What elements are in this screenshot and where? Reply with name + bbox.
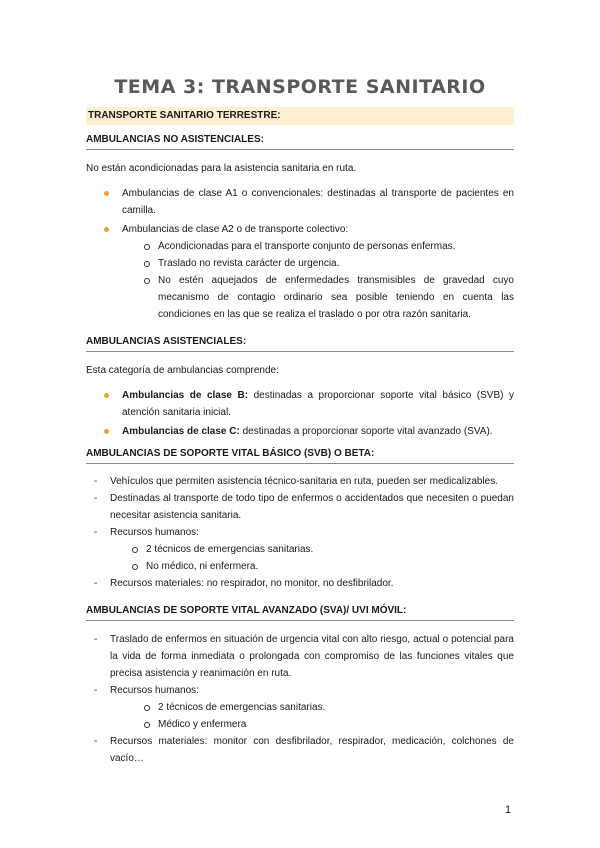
- circle-bullet-icon: [144, 278, 150, 284]
- list-asistenciales: [86, 387, 514, 440]
- list-item: - Recursos materiales: no respirador, no monitor, no desfibrilador.: [86, 575, 514, 592]
- bullet-icon: [104, 227, 109, 232]
- dash-marker: -: [94, 634, 98, 645]
- list-item: Ambulancias de clase C: destinadas a proporcionar soporte vital avanzado (SVA).: [86, 423, 514, 440]
- sub-list-item: No médico, ni enfermera.: [86, 558, 514, 575]
- list-item: - Recursos humanos:: [86, 524, 514, 541]
- bullet-icon: [104, 191, 109, 196]
- page-title: TEMA 3: TRANSPORTE SANITARIO: [114, 76, 486, 98]
- page-number: 1: [505, 804, 512, 816]
- list-item: Ambulancias de clase B: destinadas a proporcionar soporte vital básico (SVB) y atención sanitaria inicial.: [86, 387, 514, 421]
- heading-no-asistenciales: AMBULANCIAS NO ASISTENCIALES:: [86, 134, 514, 150]
- intro-no-asistenciales: No están acondicionadas para la asistencia sanitaria en ruta.: [86, 163, 357, 174]
- sub-list-item: Traslado no revista carácter de urgencia.: [86, 255, 514, 272]
- dash-marker: -: [94, 736, 98, 747]
- list-item: - Vehículos que permiten asistencia técnico-sanitaria en ruta, pueden ser medicalizables.: [86, 473, 514, 490]
- circle-bullet-icon: [144, 244, 150, 250]
- list-sva: [86, 631, 514, 767]
- bullet-icon: [104, 393, 109, 398]
- heading-svb: AMBULANCIAS DE SOPORTE VITAL BÁSICO (SVB) O BETA:: [86, 448, 514, 464]
- dash-marker: -: [94, 527, 98, 538]
- list-item: - Traslado de enfermos en situación de urgencia vital con alto riesgo, actual o potencial para la vida de forma inmediata o prolongada con compromiso de las funciones vitales que precisa asistencia y reanimación en ruta.: [86, 631, 514, 682]
- circle-bullet-icon: [144, 261, 150, 267]
- list-item: Ambulancias de clase A2 o de transporte colectivo:: [86, 221, 514, 238]
- dash-marker: -: [94, 578, 98, 589]
- list-svb: [86, 473, 514, 592]
- dash-marker: -: [94, 476, 98, 487]
- list-item: Ambulancias de clase A1 o convencionales: destinadas al transporte de pacientes en camilla.: [86, 185, 514, 219]
- heading-asistenciales: AMBULANCIAS ASISTENCIALES:: [86, 336, 514, 352]
- circle-bullet-icon: [144, 705, 150, 711]
- list-item: - Recursos materiales: monitor con desfibrilador, respirador, medicación, colchones de vacío…: [86, 733, 514, 767]
- dash-marker: -: [94, 685, 98, 696]
- dash-marker: -: [94, 493, 98, 504]
- sub-list-item: Acondicionadas para el transporte conjunto de personas enfermas.: [86, 238, 514, 255]
- bullet-icon: [104, 429, 109, 434]
- sub-list-item: 2 técnicos de emergencias sanitarias.: [86, 699, 514, 716]
- circle-bullet-icon: [144, 722, 150, 728]
- section-banner: [86, 107, 514, 125]
- banner-text: TRANSPORTE SANITARIO TERRESTRE:: [88, 110, 281, 121]
- circle-bullet-icon: [132, 564, 138, 570]
- sub-list-item: Médico y enfermera: [86, 716, 514, 733]
- sub-list-item: No estén aquejados de enfermedades transmisibles de gravedad cuyo mecanismo de contagio ordinario sea posible teniendo en cuenta las condiciones en las que se realiza el traslado o por otra razón sanitaria.: [86, 272, 514, 323]
- heading-sva: AMBULANCIAS DE SOPORTE VITAL AVANZADO (SVA)/ UVI MÓVIL:: [86, 605, 514, 621]
- list-item: - Destinadas al transporte de todo tipo de enfermos o accidentados que necesiten o puedan necesitar asistencia sanitaria.: [86, 490, 514, 524]
- sub-list-item: 2 técnicos de emergencias sanitarias.: [86, 541, 514, 558]
- circle-bullet-icon: [132, 547, 138, 553]
- list-item: - Recursos humanos:: [86, 682, 514, 699]
- intro-asistenciales: Esta categoría de ambulancias comprende:: [86, 365, 279, 376]
- list-no-asistenciales: [86, 185, 514, 323]
